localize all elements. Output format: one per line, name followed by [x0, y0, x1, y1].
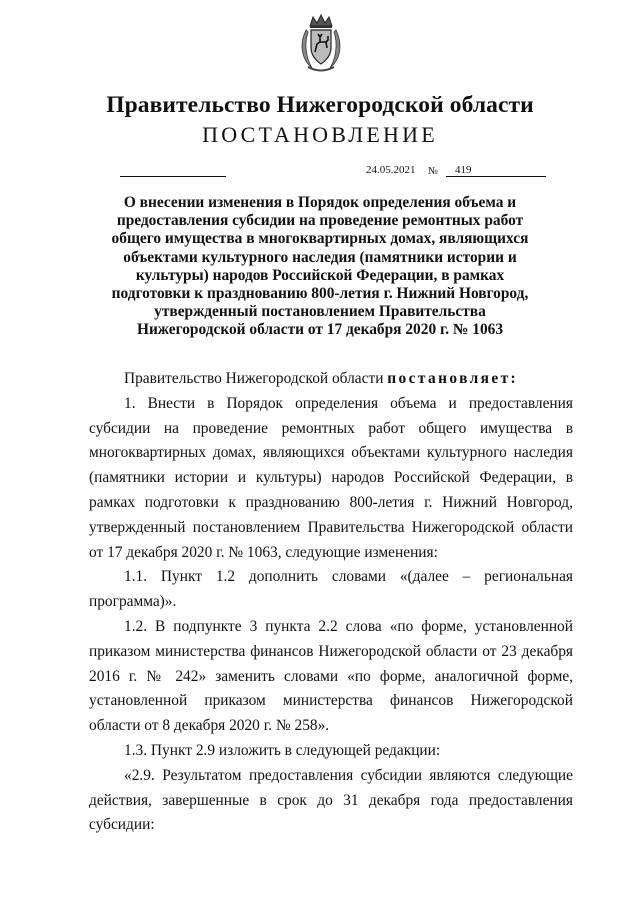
government-name: Правительство Нижегородской области [106, 92, 534, 118]
document-type: ПОСТАНОВЛЕНИЕ [202, 122, 438, 147]
paragraph-1-1: 1.1. Пункт 1.2 дополнить словами «(далее – региональная программа)». [89, 568, 573, 611]
document-body [89, 367, 573, 838]
number-underline [446, 176, 546, 177]
coat-of-arms-icon [298, 12, 344, 74]
intro-verb: постановляет: [387, 370, 519, 387]
paragraph-1-2: 1.2. В подпункте 3 пункта 2.2 слова «по форме, установленной приказом министерства финансов Нижегородской области от 23 декабря 2016 г. № 242» заменить словами «по форме, аналогичной форме, установленной приказом министерства финансов Нижегородской области от 8 декабря 2020 г. № 258». [89, 617, 573, 735]
document-title: О внесении изменения в Порядок определения объема и предоставления субсидии на проведение ремонтных работ общего имущества в многоквартирных домах, являющихся объектами культурного наследия (памятники истории и культуры) народов Российской Федерации, в рамках подготовки к празднованию 800-летия г. Нижний Новгород, утвержденный постановлением Правительства Нижегородской области от 17 декабря 2020 г. № 1063 [111, 194, 529, 339]
decree-date: 24.05.2021 [366, 164, 416, 176]
decree-number: 419 [455, 164, 472, 176]
intro-text: Правительство Нижегородской области [124, 370, 388, 387]
date-blank-line [120, 176, 226, 177]
paragraph-1-3: 1.3. Пункт 2.9 изложить в следующей редакции: [124, 741, 441, 759]
intro-paragraph [89, 367, 573, 392]
paragraph-1: 1. Внести в Порядок определения объема и предоставления субсидии на проведение ремонтных работ общего имущества в многоквартирных домах, являющихся объектами культурного наследия (памятники истории и культуры) народов Российской Федерации, в рамках подготовки к празднованию 800-летия г. Нижний Новгород, утвержденный постановлением Правительства Нижегородской области от 17 декабря 2020 г. № 1063, следующие изменения: [89, 394, 573, 561]
paragraph-2-9: «2.9. Результатом предоставления субсидии являются следующие действия, завершенные в срок до 31 декабря года предоставления субсидии: [89, 766, 573, 834]
number-sign: № [428, 166, 439, 177]
